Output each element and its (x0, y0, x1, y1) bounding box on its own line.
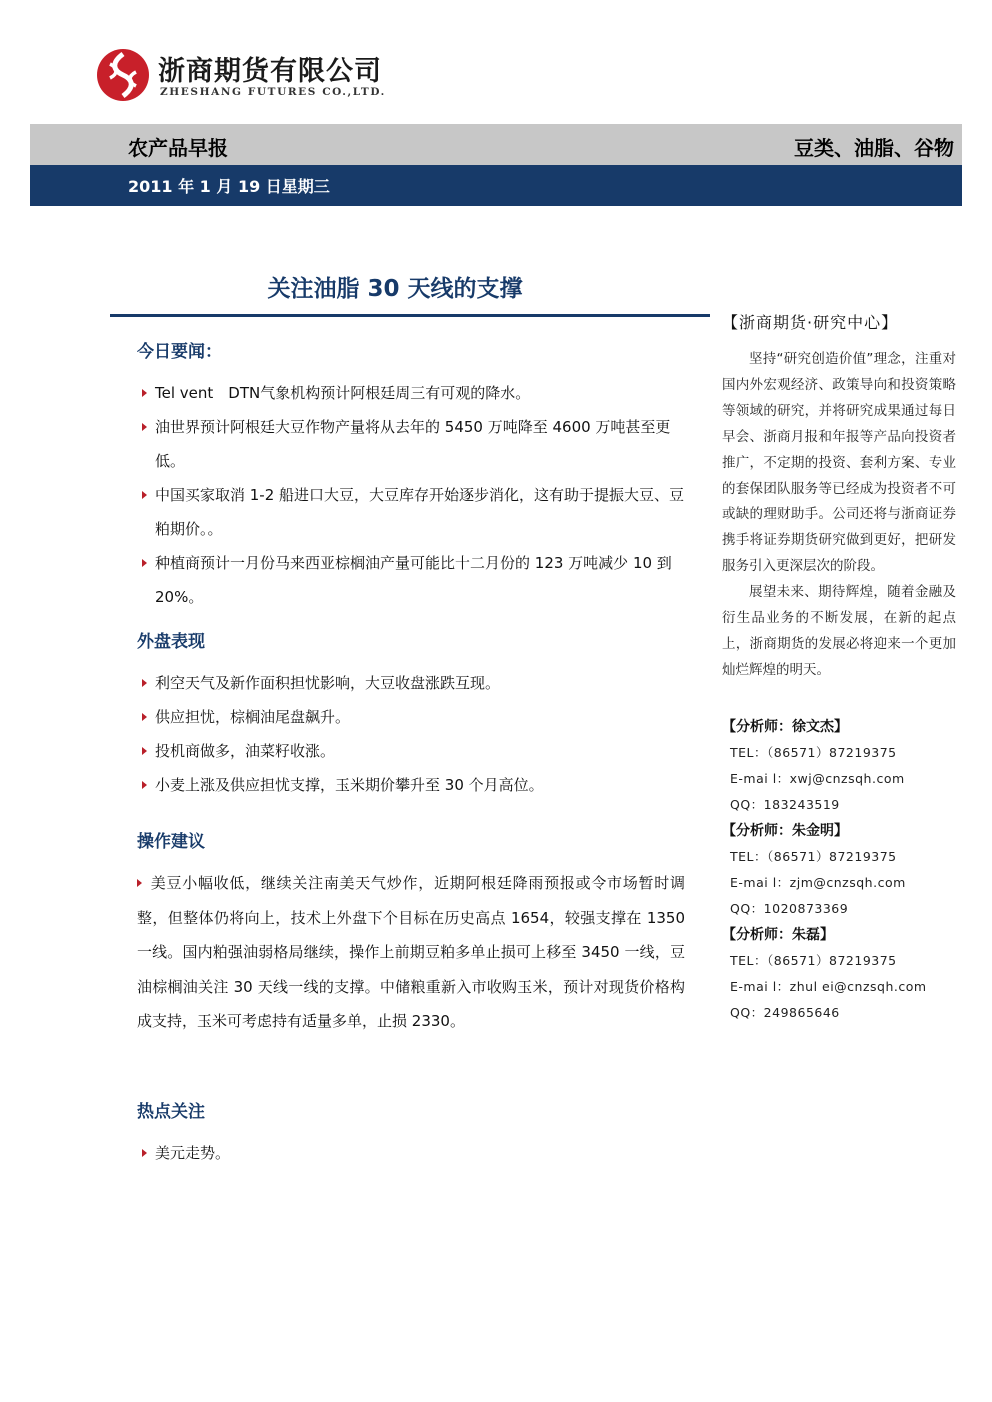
news-list (137, 376, 685, 614)
sidebar (722, 310, 956, 1026)
company-name-cn: 浙商期货有限公司 (158, 56, 382, 87)
bullet-arrow-icon (142, 1149, 147, 1157)
advice-title: 操作建议 (137, 832, 205, 852)
analyst-name: 【分析师：朱磊】 (722, 926, 834, 943)
sidebar-paragraph: 展望未来、期待辉煌，随着金融及衍生品业务的不断发展，在新的起点上，浙商期货的发展必将迎来一个更加灿烂辉煌的明天。 (722, 584, 956, 678)
analyst-name: 【分析师：徐文杰】 (722, 718, 848, 735)
report-category: 豆类、油脂、谷物 (794, 136, 954, 160)
sidebar-title: 【浙商期货·研究中心】 (722, 313, 899, 332)
analyst-email: E-mai l：zhul ei@cnzsqh.com (730, 978, 927, 994)
news-title: 今日要闻： (137, 342, 222, 362)
news-item: 中国买家取消 1-2 船进口大豆，大豆库存开始逐步消化，这有助于提振大豆、豆粕期价。。 (137, 478, 685, 546)
overseas-list (137, 666, 685, 802)
report-type: 农产品早报 (128, 136, 228, 160)
hot-item: 美元走势。 (137, 1136, 685, 1170)
bullet-arrow-icon (137, 879, 142, 887)
bullet-arrow-icon (142, 679, 147, 687)
bullet-arrow-icon (142, 713, 147, 721)
analyst-email: E-mai l：zjm@cnzsqh.com (730, 874, 906, 890)
analyst-qq: QQ：1020873369 (730, 900, 849, 916)
analyst-tel: TEL：（86571）87219375 (730, 952, 897, 968)
analyst-name: 【分析师：朱金明】 (722, 822, 848, 839)
report-date: 2011 年 1 月 19 日星期三 (128, 177, 330, 196)
overseas-title: 外盘表现 (137, 632, 205, 652)
analyst-card (722, 922, 956, 1026)
bullet-arrow-icon (142, 781, 147, 789)
bullet-arrow-icon (142, 559, 147, 567)
news-section (137, 338, 685, 628)
company-logo-icon (96, 48, 150, 102)
advice-text: 美豆小幅收低，继续关注南美天气炒作，近期阿根廷降雨预报或令市场暂时调整，但整体仍将向上，技术上外盘下个目标在历史高点 1654，较强支撑在 1350 一线。国内粕强油弱格局继续，操作上前期豆粕多单止损可上移至 3450 一线，豆油棕榈油关注 30 天线一线的支撑。中储粮重新入市收购玉米，预计对现货价格构成支持，玉米可考虑持有适量多单，止损 2330。 (137, 874, 685, 1030)
main-content (137, 338, 685, 1170)
company-name-en: ZHESHANG FUTURES CO.,LTD. (160, 86, 386, 98)
news-item: 油世界预计阿根廷大豆作物产量将从去年的 5450 万吨降至 4600 万吨甚至更低。 (137, 410, 685, 478)
bullet-arrow-icon (142, 389, 147, 397)
analyst-card (722, 818, 956, 922)
sidebar-paragraph: 坚持“研究创造价值”理念，注重对国内外宏观经济、政策导向和投资策略等领域的研究，并将研究成果通过每日早会、浙商月报和年报等产品向投资者推广，不定期的投资、套利方案、专业的套保团队服务等已经成为投资者不可或缺的理财助手。公司还将与浙商证券携手将证券期货研究做到更好，把研发服务引入更深层次的阶段。 (722, 351, 956, 575)
hot-list (137, 1136, 685, 1170)
overseas-section (137, 628, 685, 828)
headline: 关注油脂 30 天线的支撑 (267, 276, 523, 302)
analyst-qq: QQ：183243519 (730, 796, 840, 812)
bullet-arrow-icon (142, 423, 147, 431)
header-band (30, 124, 962, 165)
analyst-card (722, 714, 956, 818)
overseas-item: 供应担忧，棕榈油尾盘飙升。 (137, 700, 685, 734)
analyst-tel: TEL：（86571）87219375 (730, 744, 897, 760)
hot-title: 热点关注 (137, 1102, 205, 1122)
news-item: Tel vent DTN气象机构预计阿根廷周三有可观的降水。 (137, 376, 685, 410)
overseas-item: 投机商做多，油菜籽收涨。 (137, 734, 685, 768)
analyst-tel: TEL：（86571）87219375 (730, 848, 897, 864)
analyst-list (722, 714, 956, 1026)
overseas-item: 小麦上涨及供应担忧支撑，玉米期价攀升至 30 个月高位。 (137, 768, 685, 802)
news-item: 种植商预计一月份马来西亚棕榈油产量可能比十二月份的 123 万吨减少 10 到 20%。 (137, 546, 685, 614)
hot-section (137, 1098, 685, 1170)
overseas-item: 利空天气及新作面积担忧影响，大豆收盘涨跌互现。 (137, 666, 685, 700)
date-band (30, 165, 962, 206)
advice-section (137, 828, 685, 1098)
analyst-email: E-mai l：xwj@cnzsqh.com (730, 770, 905, 786)
headline-divider (110, 314, 710, 317)
bullet-arrow-icon (142, 747, 147, 755)
company-logo (96, 44, 386, 106)
analyst-qq: QQ：249865646 (730, 1004, 840, 1020)
bullet-arrow-icon (142, 491, 147, 499)
